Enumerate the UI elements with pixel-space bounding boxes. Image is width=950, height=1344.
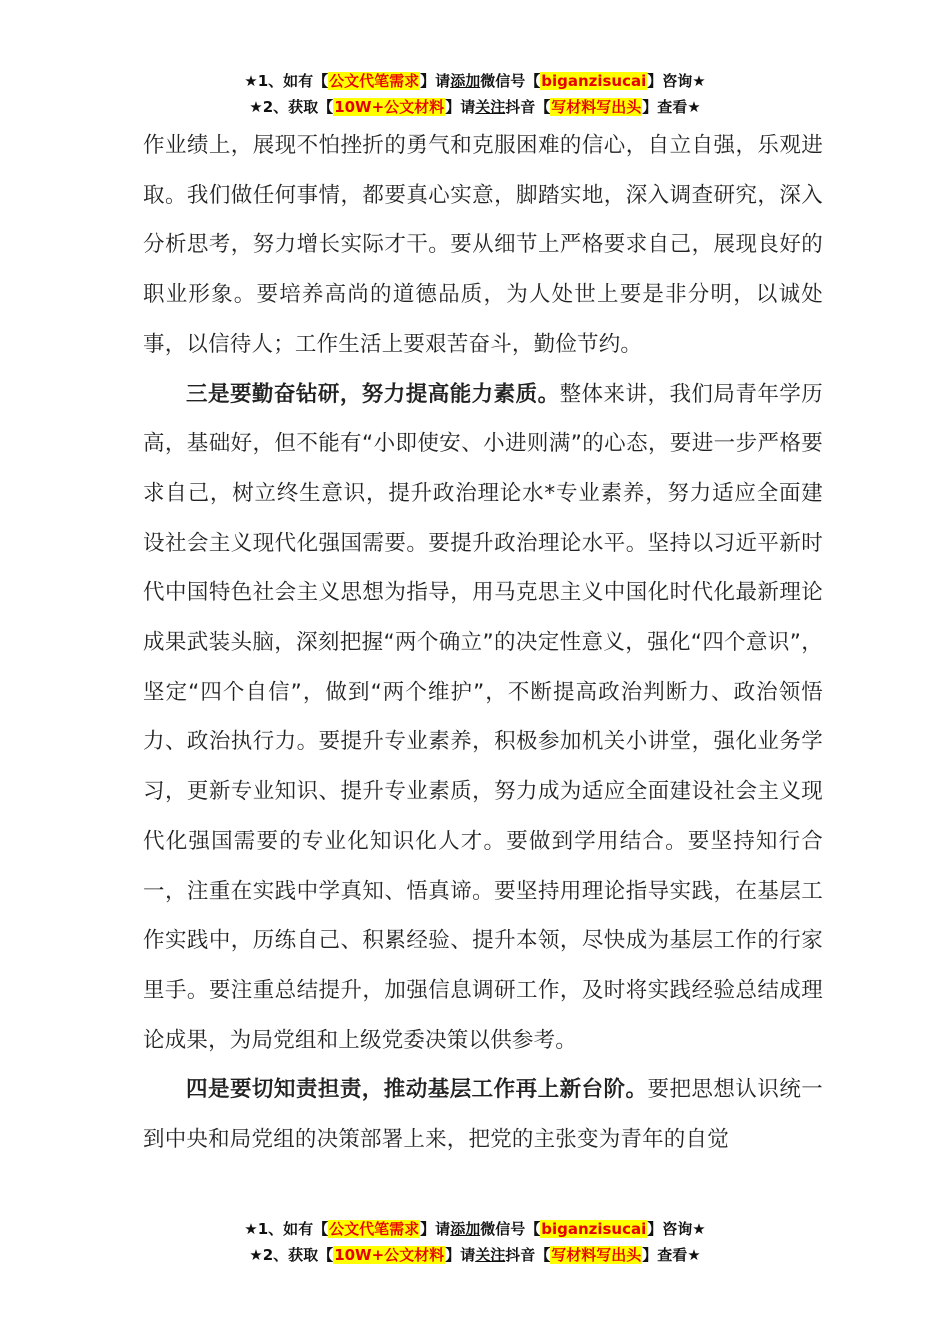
footer-banner	[0, 1216, 950, 1268]
highlight-wechat-id: biganzisucai	[541, 72, 647, 90]
paragraph-3-lead: 四是要切知责担责，推动基层工作再上新台阶。	[186, 1077, 648, 1103]
paragraph-2	[143, 370, 823, 1066]
footer-highlight-materials: 10W+公文材料	[334, 1246, 445, 1264]
paragraph-3	[143, 1065, 823, 1164]
document-body	[143, 121, 823, 1165]
footer-line-2: ★2、获取【10W+公文材料】请关注抖音【写材料写出头】查看★	[249, 1246, 701, 1264]
highlight-douyin: 写材料写出头	[551, 98, 642, 116]
footer-highlight-douyin: 写材料写出头	[551, 1246, 642, 1264]
paragraph-3-text: 要把思想认识统一到中央和局党组的决策部署上来，把党的主张变为青年的自觉	[143, 1077, 823, 1153]
paragraph-2-text: 整体来讲，我们局青年学历高，基础好，但不能有“小即使安、小进则满”的心态，要进一步严格要求自己，树立终生意识，提升政治理论水*专业素养，努力适应全面建设社会主义现代化强国需要。要提升政治理论水平。坚持以习近平新时代中国特色社会主义思想为指导，用马克思主义中国化时代化最新理论成果武装头脑，深刻把握“两个确立”的决定性意义，强化“四个意识”，坚定“四个自信”，做到“两个维护”，不断提高政治判断力、政治领悟力、政治执行力。要提升专业素养，积极参加机关小讲堂，强化业务学习，更新专业知识、提升专业素质，努力成为适应全面建设社会主义现代化强国需要的专业化知识化人才。要做到学用结合。要坚持知行合一，注重在实践中学真知、悟真谛。要坚持用理论指导实践，在基层工作实践中，历练自己、积累经验、提升本领，尽快成为基层工作的行家里手。要注重总结提升，加强信息调研工作，及时将实践经验总结成理论成果，为局党组和上级党委决策以供参考。	[143, 381, 823, 1053]
paragraph-2-lead: 三是要勤奋钻研，努力提高能力素质。	[186, 381, 560, 407]
banner-line-1: ★1、如有【公文代笔需求】请添加微信号【biganzisucai】咨询★	[244, 72, 706, 90]
footer-highlight-wechat-id: biganzisucai	[541, 1220, 647, 1238]
highlight-materials: 10W+公文材料	[334, 98, 445, 116]
header-banner	[0, 68, 950, 120]
banner-line-2: ★2、获取【10W+公文材料】请关注抖音【写材料写出头】查看★	[249, 98, 701, 116]
footer-highlight-service: 公文代笔需求	[329, 1220, 420, 1238]
highlight-service: 公文代笔需求	[329, 72, 420, 90]
paragraph-1: 作业绩上，展现不怕挫折的勇气和克服困难的信心，自立自强，乐观进取。我们做任何事情，都要真心实意，脚踏实地，深入调查研究，深入分析思考，努力增长实际才干。要从细节上严格要求自己，展现良好的职业形象。要培养高尚的道德品质，为人处世上要是非分明，以诚处事，以信待人；工作生活上要艰苦奋斗，勤俭节约。	[143, 133, 823, 357]
footer-line-1: ★1、如有【公文代笔需求】请添加微信号【biganzisucai】咨询★	[244, 1220, 706, 1238]
